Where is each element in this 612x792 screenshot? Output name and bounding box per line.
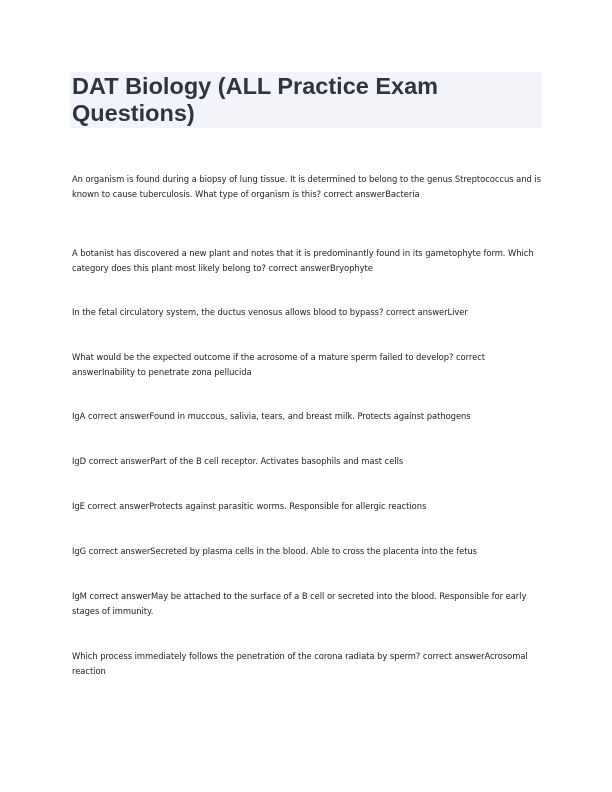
title-banner — [70, 72, 542, 128]
qa-entry-iga: IgA correct answerFound in muccous, salivia, tears, and breast milk. Protects against pathogens — [72, 411, 471, 421]
qa-entry-acrosome: What would be the expected outcome if the acrosome of a mature sperm failed to develop? correct answerInability to penetrate zona pellucida — [72, 352, 485, 377]
page-title: DAT Biology (ALL Practice Exam Questions) — [72, 73, 439, 126]
qa-entry-igg: IgG correct answerSecreted by plasma cells in the blood. Able to cross the placenta into the fetus — [72, 546, 477, 556]
qa-entry-bryophyte: A botanist has discovered a new plant and notes that it is predominantly found in its gametophyte form. Which category does this plant most likely belong to? correct answerBryophyte — [72, 248, 534, 273]
qa-entry-bacteria: An organism is found during a biopsy of lung tissue. It is determined to belong to the genus Streptococcus and is known to cause tuberculosis. What type of organism is this? correct answerBacteria — [72, 174, 541, 199]
qa-entry-ige: IgE correct answerProtects against parasitic worms. Responsible for allergic reactions — [72, 501, 427, 511]
qa-entry-igm: IgM correct answerMay be attached to the surface of a B cell or secreted into the blood. Responsible for early stages of immunity. — [72, 591, 527, 616]
qa-entry-igd: IgD correct answerPart of the B cell receptor. Activates basophils and mast cells — [72, 456, 404, 466]
qa-entry-ductus-venosus: In the fetal circulatory system, the ductus venosus allows blood to bypass? correct answerLiver — [72, 307, 468, 317]
qa-entry-acrosomal-reaction: Which process immediately follows the penetration of the corona radiata by sperm? correct answerAcrosomal reaction — [72, 651, 528, 676]
